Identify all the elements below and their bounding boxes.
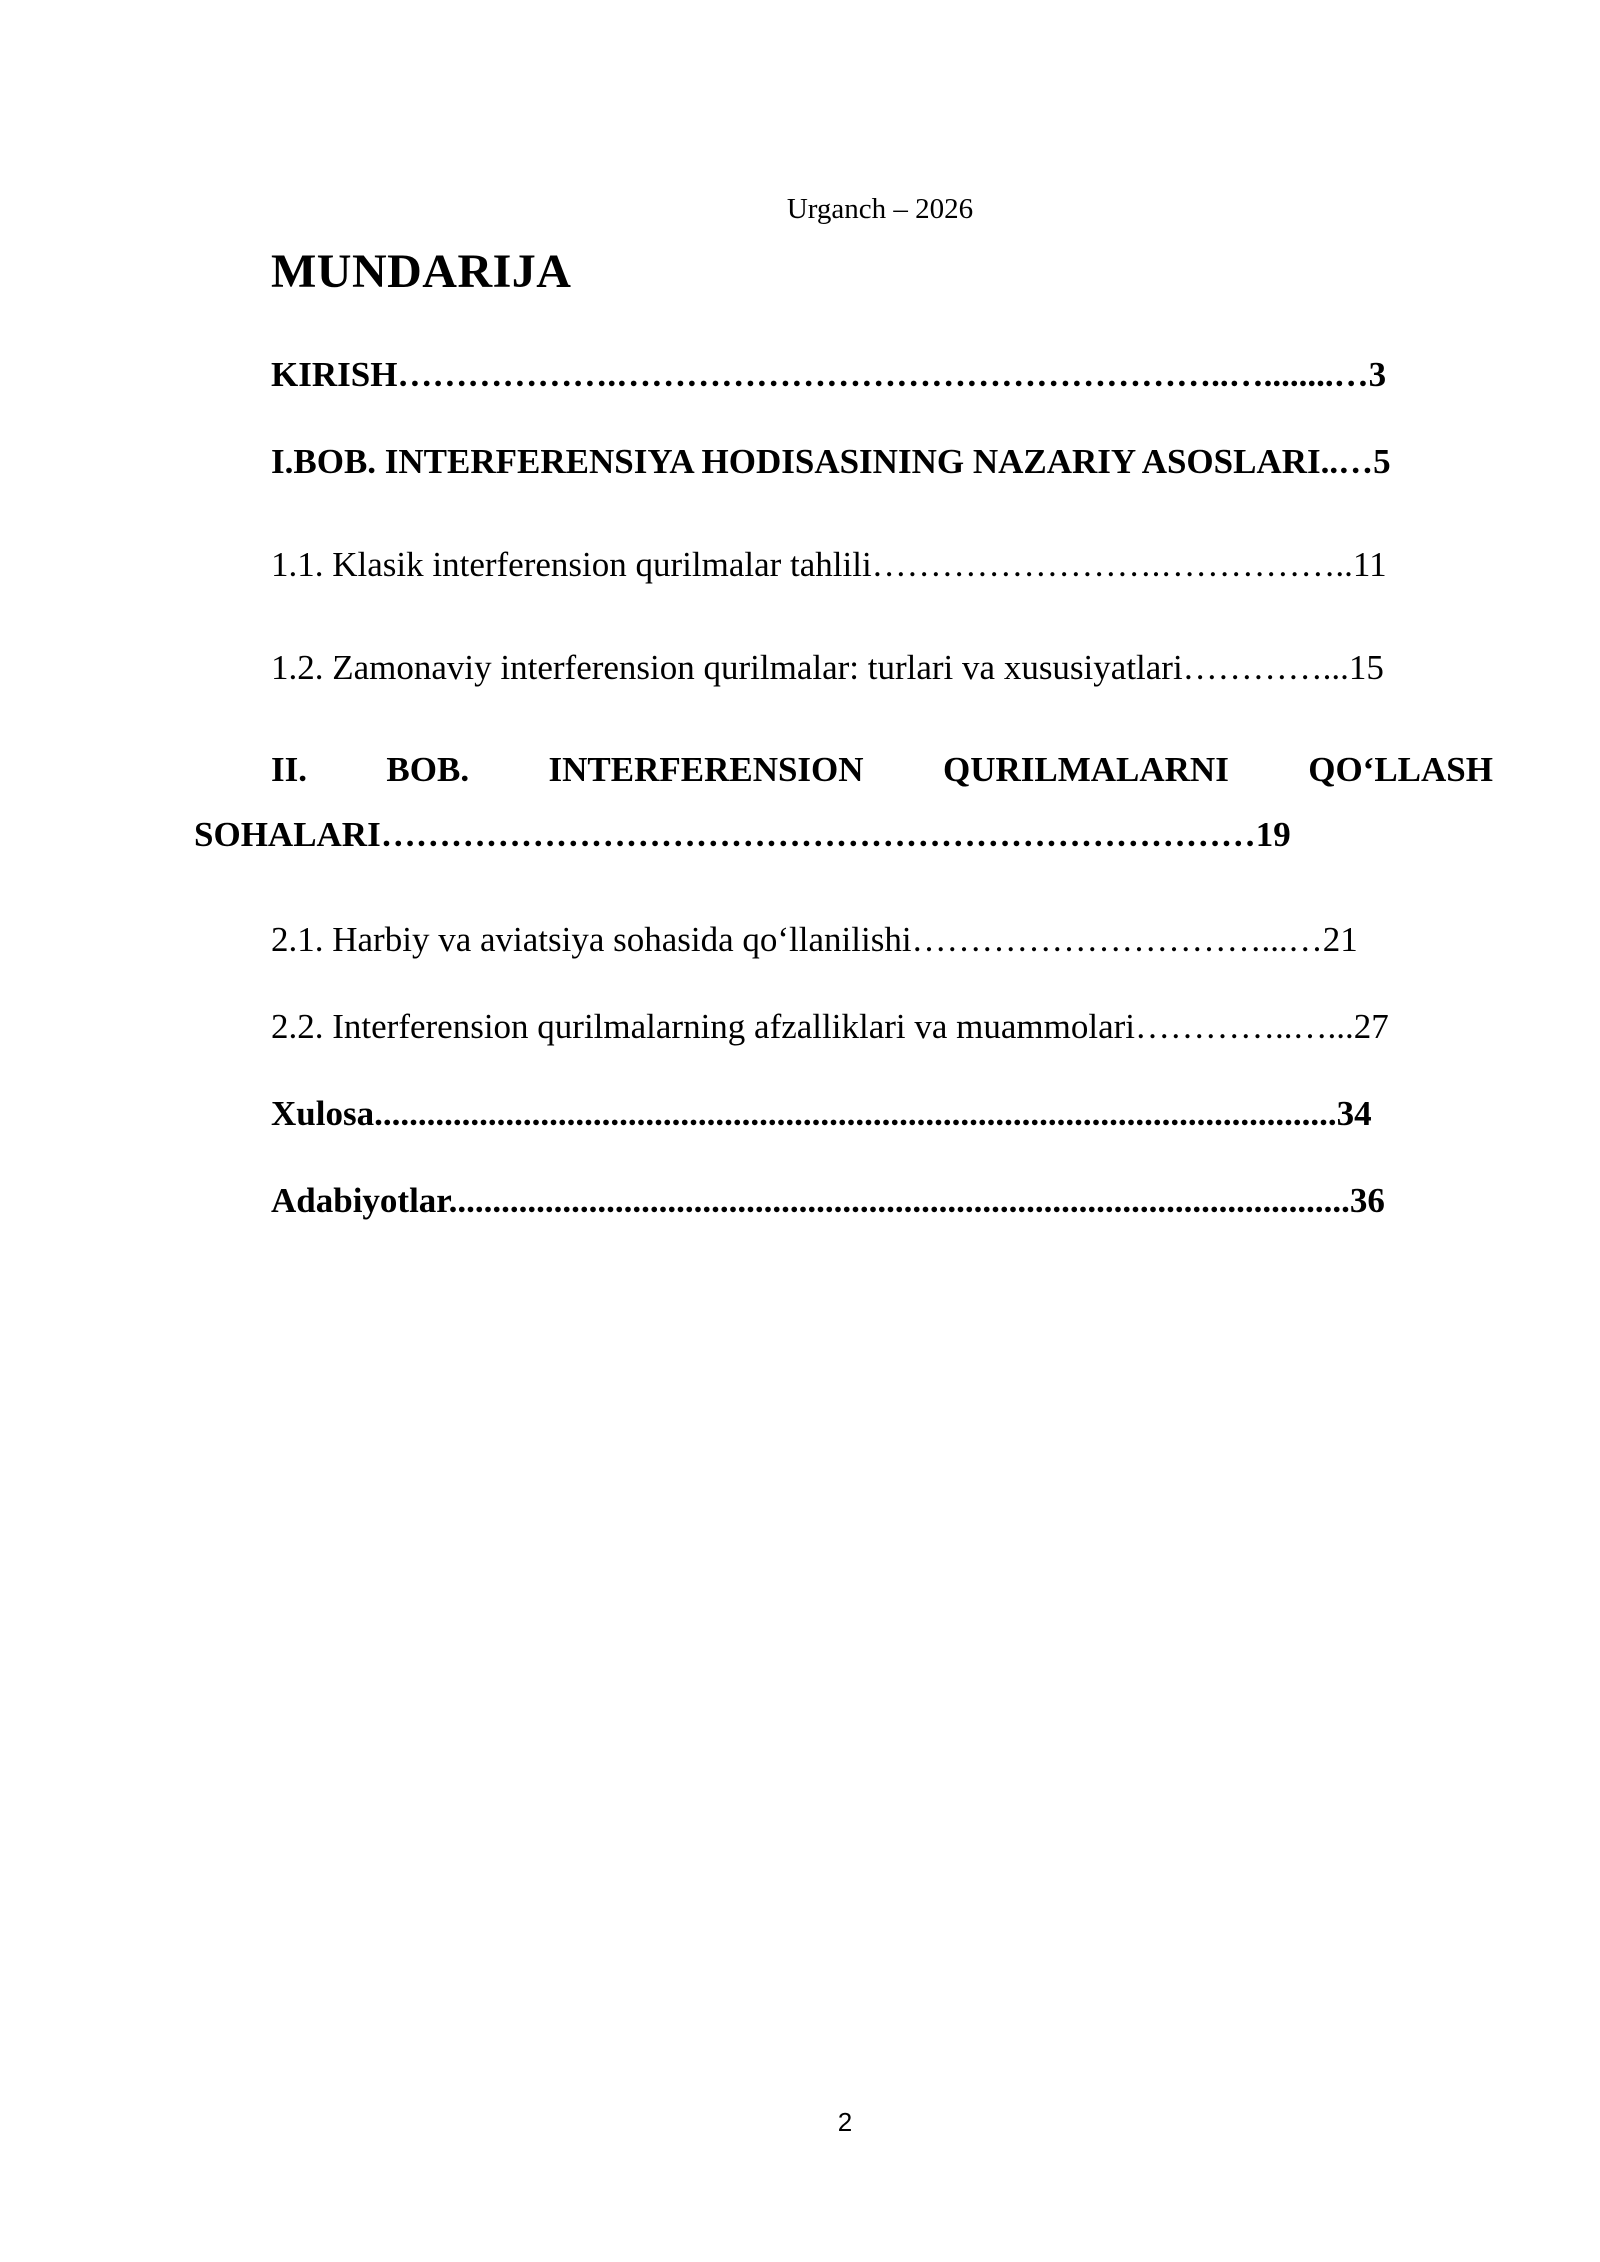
toc-entry-chapter-2-line-2: SOHALARI…………………………………………………………………19 [194,815,1291,854]
toc-entry-1-2: 1.2. Zamonaviy interferension qurilmalar: turlari va xususiyatlari…………...15 [271,648,1384,687]
toc-entry-1-1: 1.1. Klasik interferension qurilmalar tahlili…………………….……………..11 [271,545,1387,584]
toc-title: MUNDARIJA [271,245,572,298]
toc-entry-xulosa: Xulosa..............................................................................................................34 [271,1094,1372,1133]
toc-chapter-2-word: BOB. [386,750,470,789]
page-number: 2 [837,2107,853,2137]
toc-entry-2-2: 2.2. Interferension qurilmalarning afzalliklari va muammolari…………..…...27 [271,1007,1389,1046]
toc-entry-2-1: 2.1. Harbiy va aviatsiya sohasida qo‘llanilishi…………………………...…21 [271,920,1358,959]
toc-entry-kirish: KIRISH……………….……………………………………………..…........…3 [271,355,1387,394]
toc-entry-adabiyotlar: Adabiyotlar.......................................................................................................36 [271,1181,1385,1220]
city-year-caption: Urganch – 2026 [786,193,974,225]
toc-chapter-2-word: QO‘LLASH [1308,750,1493,789]
toc-chapter-2-word: INTERFERENSION [548,750,864,789]
toc-entry-chapter-1: I.BOB. INTERFERENSIYA HODISASINING NAZARIY ASOSLARI..…5 [271,442,1391,481]
toc-entry-chapter-2-line-1 [271,750,1493,790]
toc-chapter-2-word: II. [271,750,307,789]
toc-chapter-2-word: QURILMALARNI [942,750,1229,789]
